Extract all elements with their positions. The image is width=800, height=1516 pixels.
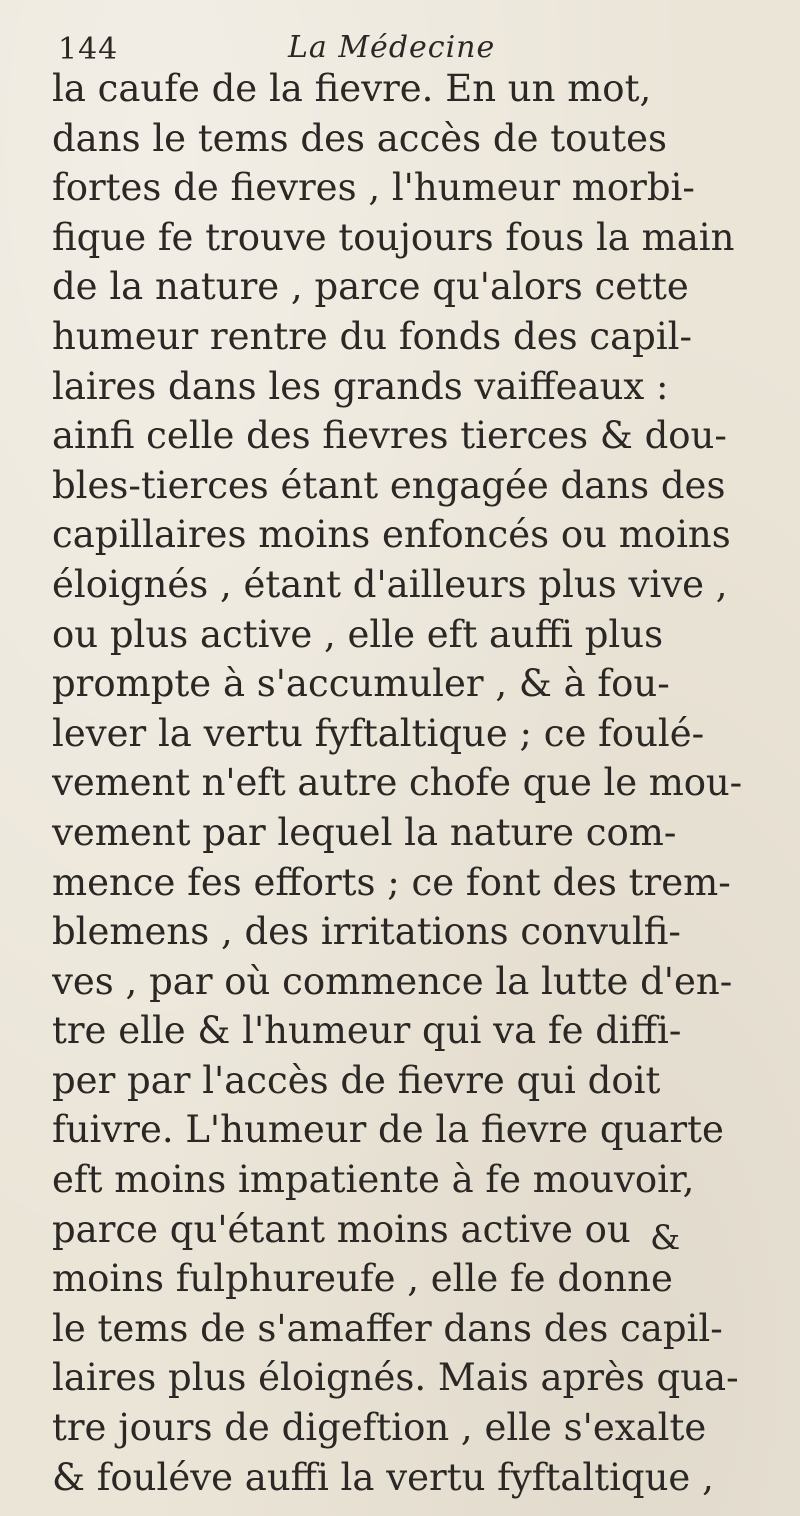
text-line: fortes de fievres , l'humeur morbi- [52, 166, 695, 210]
text-line: tre elle & l'humeur qui va fe diffi- [52, 1009, 682, 1053]
body-text [52, 64, 742, 1502]
text-line: vement n'eft autre chofe que le mou- [52, 761, 742, 805]
text-line: moins fulphureufe , elle fe donne [52, 1257, 673, 1301]
text-line: dans le tems des accès de toutes [52, 116, 667, 160]
text-line: vement par lequel la nature com- [52, 810, 677, 854]
text-line: de la nature , parce qu'alors cette [52, 265, 689, 309]
text-line: la caufe de la fievre. En un mot, [52, 67, 652, 110]
catchword: & [650, 1218, 681, 1258]
text-line: éloignés , étant d'ailleurs plus vive , [52, 562, 728, 606]
text-line: & fouléve auffi la vertu fyftaltique , [52, 1455, 714, 1499]
text-line: laires plus éloignés. Mais après qua- [52, 1356, 739, 1400]
text-line: capillaires moins enfoncés ou moins [52, 513, 731, 557]
text-line: bles-tierces étant engagée dans des [52, 463, 726, 507]
text-line: humeur rentre du fonds des capil- [52, 314, 693, 358]
running-head: La Médecine [288, 30, 496, 65]
text-line: fuivre. L'humeur de la fievre quarte [52, 1108, 724, 1152]
text-line: per par l'accès de fievre qui doit [52, 1058, 661, 1102]
text-line: ou plus active , elle eft auffi plus [52, 612, 664, 656]
text-line: lever la vertu fyftaltique ; ce foulé- [52, 711, 705, 755]
text-line: mence fes efforts ; ce font des trem- [52, 860, 731, 904]
text-line: le tems de s'amaffer dans des capil- [52, 1306, 723, 1350]
text-line: prompte à s'accumuler , & à fou- [52, 662, 670, 706]
text-line: laires dans les grands vaiffeaux : [52, 364, 669, 408]
text-line: fique fe trouve toujours fous la main [52, 215, 735, 259]
text-line: ves , par où commence la lutte d'en- [52, 959, 733, 1003]
text-line: ainfi celle des fievres tierces & dou- [52, 414, 727, 458]
text-line: blemens , des irritations convulfi- [52, 910, 681, 954]
text-line: tre jours de digeftion , elle s'exalte [52, 1406, 707, 1450]
text-line: eft moins impatiente à fe mouvoir, [52, 1158, 695, 1202]
page-number: 144 [58, 32, 119, 67]
text-line: parce qu'étant moins active ou [52, 1207, 631, 1251]
